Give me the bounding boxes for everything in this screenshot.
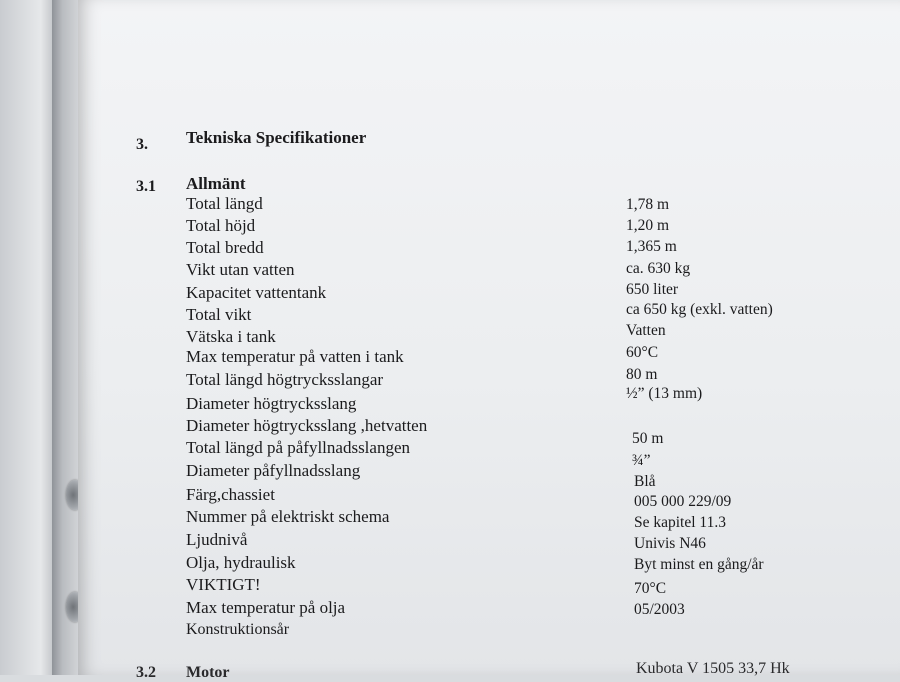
spec-value: 60°C xyxy=(626,344,659,361)
next-section-title: Motor xyxy=(186,664,230,681)
subsection-number: 3.1 xyxy=(136,178,156,195)
previous-page-edge xyxy=(0,0,58,675)
spec-value: 80 m xyxy=(626,366,658,383)
spec-value: Byt minst en gång/år xyxy=(634,556,764,573)
spec-value: ¾” xyxy=(632,452,651,469)
spec-label: VIKTIGT! xyxy=(186,575,261,594)
spec-label: Max temperatur på olja xyxy=(186,598,346,617)
spec-label: Vätska i tank xyxy=(186,327,276,346)
spec-value: ½” (13 mm) xyxy=(626,385,703,402)
spec-label: Total längd xyxy=(186,194,263,213)
spec-value: 70°C xyxy=(634,580,667,597)
spec-value: 1,365 m xyxy=(626,238,677,255)
spec-label: Diameter högtrycksslang xyxy=(186,394,357,413)
spec-label: Ljudnivå xyxy=(186,530,248,549)
spec-label: Total höjd xyxy=(186,216,256,235)
spec-label: Total längd på påfyllnadsslangen xyxy=(186,438,410,457)
section-number: 3. xyxy=(136,136,148,153)
spec-value: 1,20 m xyxy=(626,217,670,234)
spec-value: 005 000 229/09 xyxy=(634,493,732,510)
spec-label: Färg,chassiet xyxy=(186,485,275,504)
spec-value: 05/2003 xyxy=(634,601,685,618)
spec-value: ca. 630 kg xyxy=(626,260,691,277)
spec-label: Olja, hydraulisk xyxy=(186,553,296,572)
spec-label: Vikt utan vatten xyxy=(186,260,295,279)
spec-label: Nummer på elektriskt schema xyxy=(186,507,390,526)
spec-value: 1,78 m xyxy=(626,196,670,213)
spec-label: Max temperatur på vatten i tank xyxy=(186,347,404,366)
spec-label: Kapacitet vattentank xyxy=(186,283,327,302)
spec-value: Univis N46 xyxy=(634,535,706,552)
spec-value: ca 650 kg (exkl. vatten) xyxy=(626,301,773,318)
spec-value: Vatten xyxy=(626,322,666,339)
next-section-number: 3.2 xyxy=(136,664,156,681)
spec-value: 50 m xyxy=(632,430,664,447)
spec-label: Diameter påfyllnadsslang xyxy=(186,461,361,480)
subsection-title: Allmänt xyxy=(186,174,246,193)
spec-label: Total bredd xyxy=(186,238,264,257)
spec-value: Blå xyxy=(634,473,656,490)
spec-label: Total vikt xyxy=(186,305,252,324)
spec-label: Diameter högtrycksslang ,hetvatten xyxy=(186,416,428,435)
spec-value: Se kapitel 11.3 xyxy=(634,514,726,531)
spec-value: 650 liter xyxy=(626,281,679,298)
spec-label: Konstruktionsår xyxy=(186,621,290,638)
spec-label: Total längd högtrycksslangar xyxy=(186,370,384,389)
next-section-value: Kubota V 1505 33,7 Hk xyxy=(636,660,790,677)
section-title: Tekniska Specifikationer xyxy=(186,128,367,147)
